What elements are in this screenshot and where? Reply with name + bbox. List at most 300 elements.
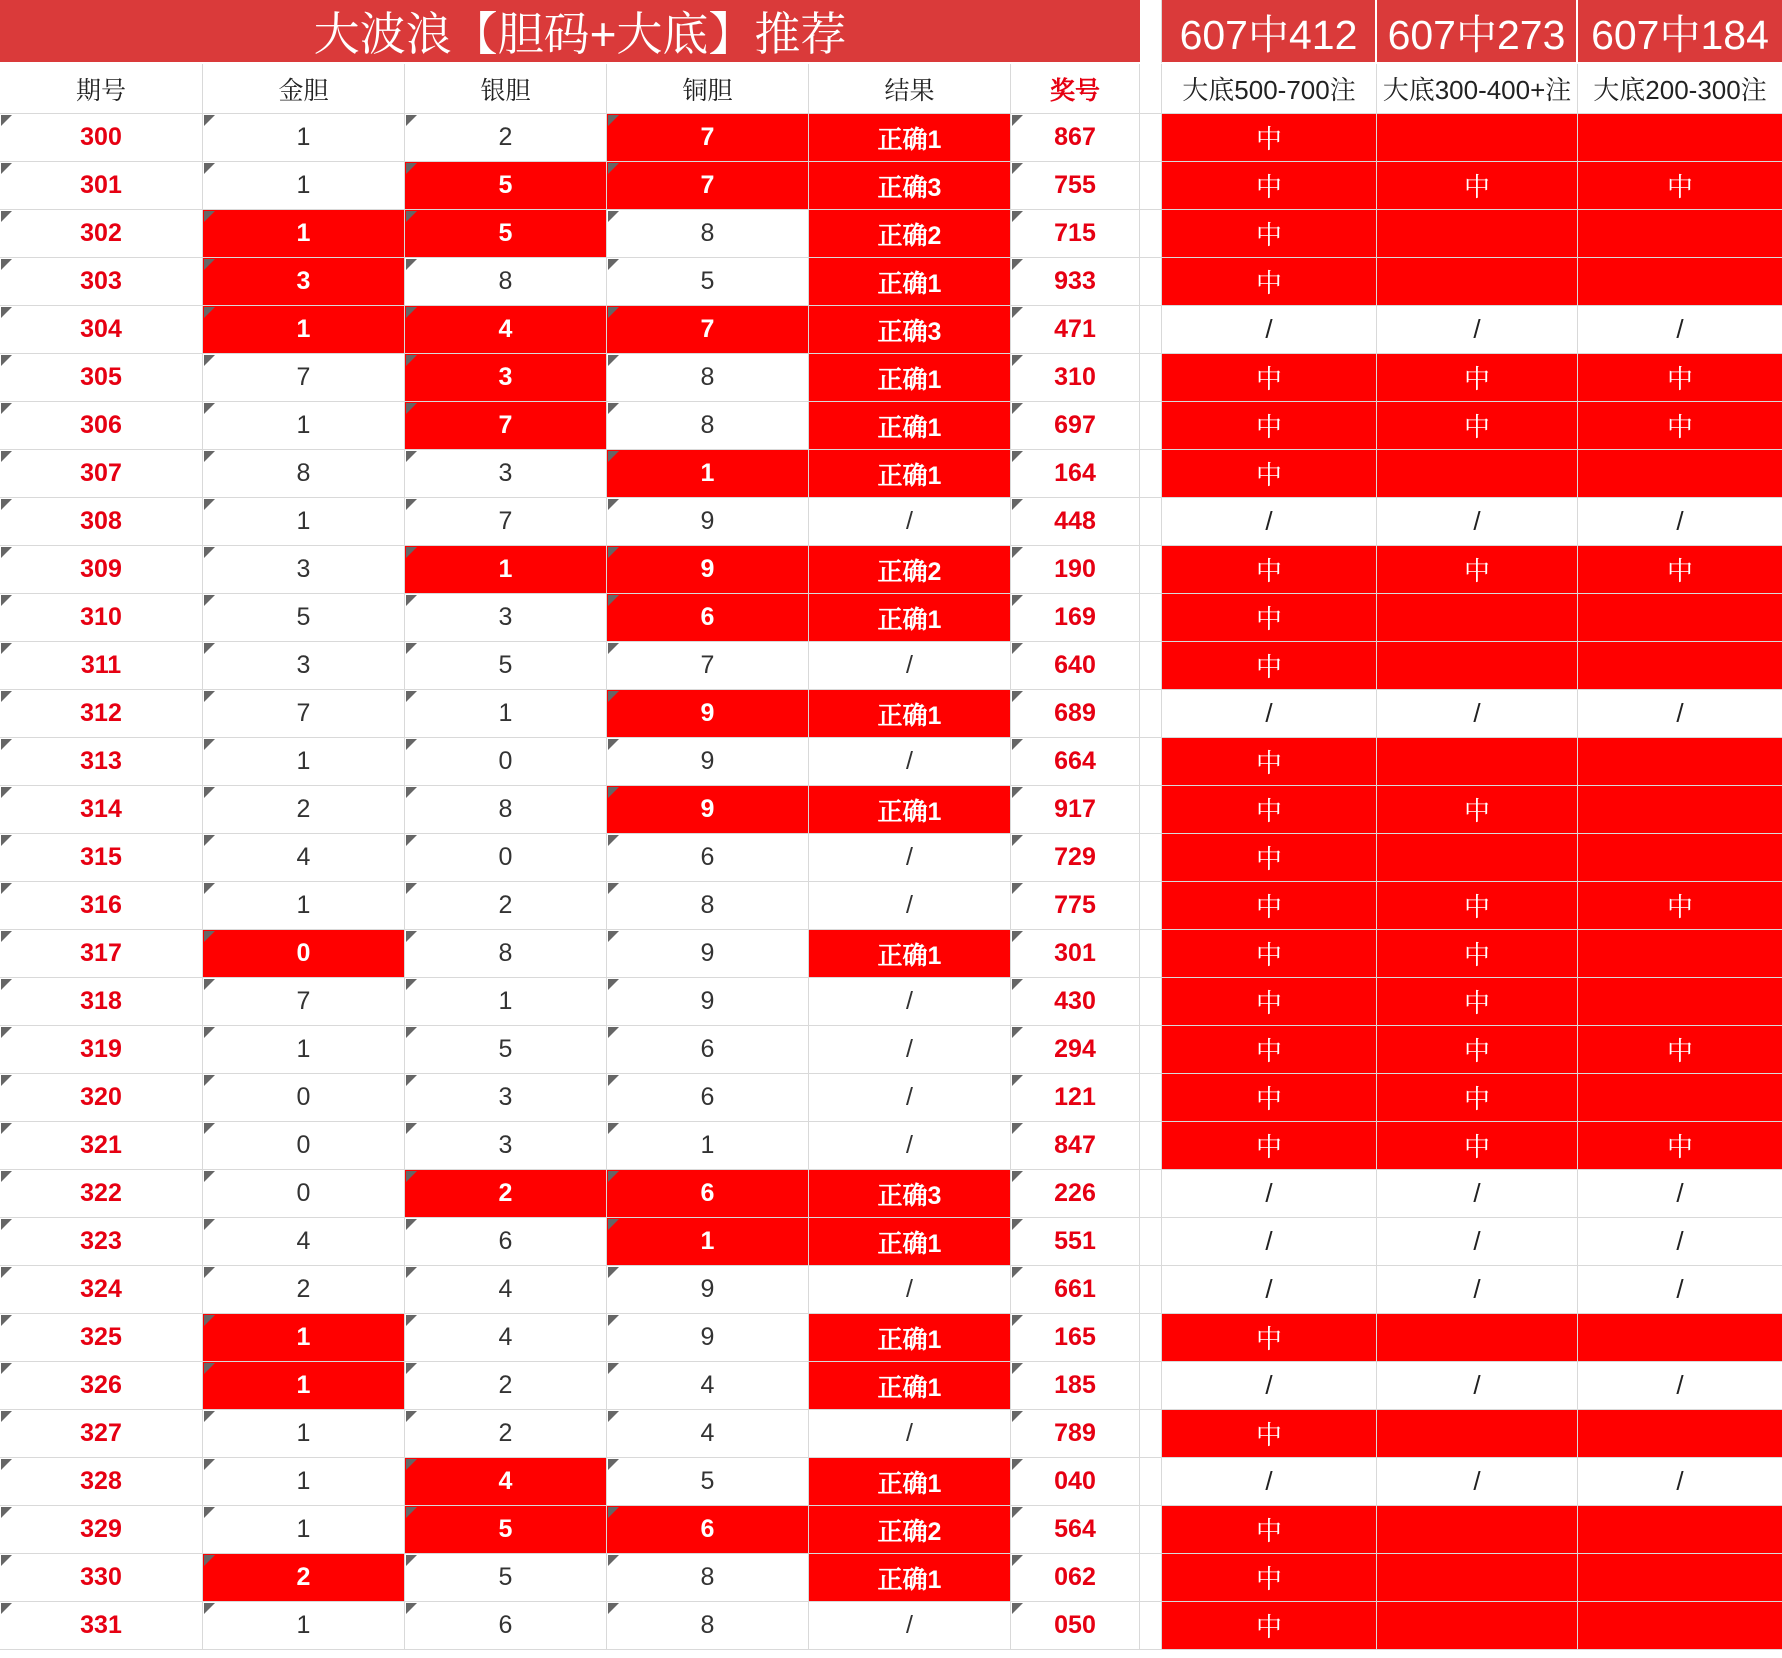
cell-result xyxy=(809,1170,1011,1218)
cell-text: 9 xyxy=(700,1275,715,1303)
cell-text: 9 xyxy=(700,1323,715,1351)
cell-text: 323 xyxy=(80,1227,122,1255)
cell-text: 中 xyxy=(1255,1132,1282,1162)
cell-text: 3 xyxy=(498,459,513,487)
cell-b3 xyxy=(1578,642,1782,690)
cell-text: 中 xyxy=(1463,940,1490,970)
cell-silver xyxy=(405,690,607,738)
cell-result xyxy=(809,786,1011,834)
cell-text: 303 xyxy=(80,267,122,295)
cell-period xyxy=(0,1170,203,1218)
cell-b1 xyxy=(1162,546,1377,594)
gap-cell xyxy=(1140,306,1162,354)
cell-bronze xyxy=(607,546,809,594)
comment-indicator-icon xyxy=(1,163,12,174)
cell-text: 1 xyxy=(296,1611,311,1639)
cell-text: 1 xyxy=(296,315,311,343)
comment-indicator-icon xyxy=(1012,979,1023,990)
cell-period xyxy=(0,594,203,642)
cell-b3 xyxy=(1578,546,1782,594)
cell-text: 中 xyxy=(1255,460,1282,490)
gap-cell xyxy=(1140,114,1162,162)
cell-prize xyxy=(1011,642,1140,690)
cell-text: 5 xyxy=(498,1035,513,1063)
cell-text: / xyxy=(1265,314,1273,344)
cell-text: 8 xyxy=(700,1563,715,1591)
cell-result xyxy=(809,690,1011,738)
cell-prize xyxy=(1011,1074,1140,1122)
cell-text: 2 xyxy=(296,795,311,823)
comment-indicator-icon xyxy=(1,1267,12,1278)
comment-indicator-icon xyxy=(204,1027,215,1038)
cell-text: 中 xyxy=(1463,172,1490,202)
cell-b1 xyxy=(1162,642,1377,690)
cell-silver xyxy=(405,1266,607,1314)
comment-indicator-icon xyxy=(608,931,619,942)
cell-b1 xyxy=(1162,1554,1377,1602)
cell-text: 9 xyxy=(700,987,715,1015)
cell-b3 xyxy=(1578,306,1782,354)
cell-prize xyxy=(1011,1458,1140,1506)
cell-b1 xyxy=(1162,834,1377,882)
comment-indicator-icon xyxy=(204,307,215,318)
cell-text: 8 xyxy=(700,219,715,247)
comment-indicator-icon xyxy=(204,259,215,270)
comment-indicator-icon xyxy=(1012,1123,1023,1134)
cell-text: 3 xyxy=(498,603,513,631)
comment-indicator-icon xyxy=(1012,1267,1023,1278)
cell-b1 xyxy=(1162,1218,1377,1266)
cell-period xyxy=(0,786,203,834)
cell-gold xyxy=(203,1314,405,1362)
cell-text: 0 xyxy=(296,1131,311,1159)
cell-text: 319 xyxy=(80,1035,122,1063)
cell-text: 755 xyxy=(1054,171,1096,199)
cell-text: 正确1 xyxy=(877,413,942,442)
cell-text: 6 xyxy=(700,1083,715,1111)
comment-indicator-icon xyxy=(1012,163,1023,174)
cell-period xyxy=(0,1026,203,1074)
comment-indicator-icon xyxy=(1,595,12,606)
cell-text: / xyxy=(906,1083,913,1111)
cell-text: 2 xyxy=(498,1179,513,1207)
cell-text: 1 xyxy=(296,219,311,247)
gap-cell xyxy=(1140,594,1162,642)
gap-cell xyxy=(1140,834,1162,882)
comment-indicator-icon xyxy=(1,691,12,702)
cell-text: 中 xyxy=(1463,1132,1490,1162)
cell-text: 1 xyxy=(296,507,311,535)
cell-bronze xyxy=(607,450,809,498)
comment-indicator-icon xyxy=(406,1555,417,1566)
cell-b1 xyxy=(1162,498,1377,546)
cell-silver xyxy=(405,786,607,834)
comment-indicator-icon xyxy=(1,211,12,222)
cell-text: 7 xyxy=(700,651,715,679)
cell-prize xyxy=(1011,594,1140,642)
header-gold: 金胆 xyxy=(203,64,405,114)
comment-indicator-icon xyxy=(406,739,417,750)
cell-b2 xyxy=(1377,1266,1578,1314)
cell-prize xyxy=(1011,1026,1140,1074)
cell-text: 中 xyxy=(1255,1516,1282,1546)
cell-b3 xyxy=(1578,1074,1782,1122)
comment-indicator-icon xyxy=(1012,115,1023,126)
cell-silver xyxy=(405,1602,607,1650)
cell-gold xyxy=(203,690,405,738)
comment-indicator-icon xyxy=(406,1315,417,1326)
cell-period xyxy=(0,546,203,594)
cell-prize xyxy=(1011,1410,1140,1458)
cell-text: 3 xyxy=(498,363,513,391)
gap-cell xyxy=(1140,1122,1162,1170)
comment-indicator-icon xyxy=(1012,499,1023,510)
cell-text: 294 xyxy=(1054,1035,1096,1063)
cell-text: 中 xyxy=(1255,220,1282,250)
comment-indicator-icon xyxy=(1012,739,1023,750)
cell-b1 xyxy=(1162,354,1377,402)
cell-text: 中 xyxy=(1255,1612,1282,1642)
cell-text: 正确1 xyxy=(877,1469,942,1498)
cell-text: / xyxy=(906,507,913,535)
cell-bronze xyxy=(607,1458,809,1506)
comment-indicator-icon xyxy=(406,1123,417,1134)
cell-text: 中 xyxy=(1255,1324,1282,1354)
comment-indicator-icon xyxy=(204,643,215,654)
cell-text: 中 xyxy=(1666,172,1693,202)
cell-text: 正确1 xyxy=(877,1373,942,1402)
cell-period xyxy=(0,306,203,354)
cell-period xyxy=(0,210,203,258)
cell-prize xyxy=(1011,978,1140,1026)
cell-text: 3 xyxy=(296,267,311,295)
comment-indicator-icon xyxy=(406,643,417,654)
title-gap-cell xyxy=(1140,0,1162,64)
cell-text: 312 xyxy=(80,699,122,727)
cell-text: / xyxy=(1473,1226,1481,1256)
cell-text: 5 xyxy=(296,603,311,631)
comment-indicator-icon xyxy=(204,1411,215,1422)
cell-silver xyxy=(405,594,607,642)
comment-indicator-icon xyxy=(204,211,215,222)
cell-result xyxy=(809,546,1011,594)
cell-prize xyxy=(1011,210,1140,258)
gap-cell xyxy=(1140,258,1162,306)
cell-text: 1 xyxy=(296,1419,311,1447)
cell-text: 中 xyxy=(1666,1132,1693,1162)
cell-result xyxy=(809,882,1011,930)
cell-gold xyxy=(203,930,405,978)
cell-text: 2 xyxy=(498,1371,513,1399)
cell-result xyxy=(809,162,1011,210)
cell-prize xyxy=(1011,354,1140,402)
cell-text: 中 xyxy=(1255,1564,1282,1594)
comment-indicator-icon xyxy=(204,1171,215,1182)
cell-result xyxy=(809,1410,1011,1458)
cell-period xyxy=(0,1458,203,1506)
gap-cell xyxy=(1140,1170,1162,1218)
cell-text: 中 xyxy=(1255,844,1282,874)
cell-text: 正确3 xyxy=(877,173,942,202)
cell-text: 中 xyxy=(1463,796,1490,826)
cell-b2 xyxy=(1377,1602,1578,1650)
comment-indicator-icon xyxy=(1012,259,1023,270)
cell-b3 xyxy=(1578,738,1782,786)
cell-period xyxy=(0,258,203,306)
cell-b3 xyxy=(1578,786,1782,834)
comment-indicator-icon xyxy=(608,787,619,798)
cell-result xyxy=(809,402,1011,450)
cell-b1 xyxy=(1162,1122,1377,1170)
cell-period xyxy=(0,402,203,450)
cell-prize xyxy=(1011,882,1140,930)
cell-text: / xyxy=(906,747,913,775)
comment-indicator-icon xyxy=(406,1459,417,1470)
comment-indicator-icon xyxy=(406,691,417,702)
cell-prize xyxy=(1011,1602,1140,1650)
cell-b3 xyxy=(1578,1266,1782,1314)
cell-prize xyxy=(1011,738,1140,786)
cell-text: / xyxy=(1265,506,1273,536)
cell-text: 中 xyxy=(1255,364,1282,394)
cell-text: 7 xyxy=(700,315,715,343)
cell-result xyxy=(809,594,1011,642)
cell-text: 7 xyxy=(498,507,513,535)
comment-indicator-icon xyxy=(1012,835,1023,846)
cell-text: 中 xyxy=(1255,988,1282,1018)
cell-text: 4 xyxy=(498,315,513,343)
cell-bronze xyxy=(607,1554,809,1602)
comment-indicator-icon xyxy=(204,1363,215,1374)
cell-bronze xyxy=(607,690,809,738)
cell-text: 867 xyxy=(1054,123,1096,151)
comment-indicator-icon xyxy=(1,1555,12,1566)
cell-period xyxy=(0,1266,203,1314)
comment-indicator-icon xyxy=(608,1507,619,1518)
cell-b1 xyxy=(1162,1602,1377,1650)
comment-indicator-icon xyxy=(1,979,12,990)
cell-gold xyxy=(203,402,405,450)
cell-text: 1 xyxy=(498,555,513,583)
cell-b2 xyxy=(1377,786,1578,834)
cell-gold xyxy=(203,642,405,690)
cell-text: 328 xyxy=(80,1467,122,1495)
cell-result xyxy=(809,450,1011,498)
summary-header-3: 607中184 xyxy=(1578,0,1782,64)
gap-cell xyxy=(1140,786,1162,834)
cell-text: 5 xyxy=(498,219,513,247)
cell-bronze xyxy=(607,1602,809,1650)
cell-result xyxy=(809,1218,1011,1266)
cell-text: 5 xyxy=(700,1467,715,1495)
comment-indicator-icon xyxy=(608,835,619,846)
cell-text: 697 xyxy=(1054,411,1096,439)
comment-indicator-icon xyxy=(1012,307,1023,318)
cell-b2 xyxy=(1377,1410,1578,1458)
cell-silver xyxy=(405,354,607,402)
header-base-200-300: 大底200-300注 xyxy=(1578,64,1782,114)
cell-text: 中 xyxy=(1255,1420,1282,1450)
cell-text: 正确1 xyxy=(877,797,942,826)
comment-indicator-icon xyxy=(608,547,619,558)
comment-indicator-icon xyxy=(608,355,619,366)
cell-gold xyxy=(203,450,405,498)
comment-indicator-icon xyxy=(1,355,12,366)
cell-text: 中 xyxy=(1463,412,1490,442)
cell-period xyxy=(0,978,203,1026)
cell-result xyxy=(809,1362,1011,1410)
cell-text: 中 xyxy=(1463,988,1490,1018)
comment-indicator-icon xyxy=(1,835,12,846)
cell-result xyxy=(809,1554,1011,1602)
cell-text: / xyxy=(1265,698,1273,728)
cell-b1 xyxy=(1162,594,1377,642)
cell-b3 xyxy=(1578,258,1782,306)
comment-indicator-icon xyxy=(204,1555,215,1566)
cell-period xyxy=(0,690,203,738)
cell-gold xyxy=(203,1122,405,1170)
cell-result xyxy=(809,738,1011,786)
cell-text: 4 xyxy=(498,1467,513,1495)
cell-text: 040 xyxy=(1054,1467,1096,1495)
cell-gold xyxy=(203,1506,405,1554)
cell-b2 xyxy=(1377,498,1578,546)
comment-indicator-icon xyxy=(608,1315,619,1326)
cell-period xyxy=(0,1554,203,1602)
cell-b1 xyxy=(1162,690,1377,738)
cell-b1 xyxy=(1162,1314,1377,1362)
cell-text: 5 xyxy=(498,1515,513,1543)
comment-indicator-icon xyxy=(1,115,12,126)
comment-indicator-icon xyxy=(406,931,417,942)
cell-b3 xyxy=(1578,402,1782,450)
cell-text: 4 xyxy=(498,1323,513,1351)
cell-bronze xyxy=(607,1026,809,1074)
cell-text: 0 xyxy=(498,843,513,871)
cell-text: 中 xyxy=(1666,892,1693,922)
cell-text: 6 xyxy=(700,1515,715,1543)
cell-bronze xyxy=(607,1074,809,1122)
comment-indicator-icon xyxy=(406,1363,417,1374)
cell-text: 8 xyxy=(700,411,715,439)
comment-indicator-icon xyxy=(1012,1075,1023,1086)
cell-b1 xyxy=(1162,1506,1377,1554)
gap-cell xyxy=(1140,1074,1162,1122)
comment-indicator-icon xyxy=(1012,883,1023,894)
comment-indicator-icon xyxy=(608,1075,619,1086)
cell-text: 1 xyxy=(296,1323,311,1351)
cell-result xyxy=(809,1458,1011,1506)
cell-b2 xyxy=(1377,258,1578,306)
cell-text: 9 xyxy=(700,507,715,535)
cell-text: 1 xyxy=(296,1467,311,1495)
comment-indicator-icon xyxy=(204,787,215,798)
cell-b2 xyxy=(1377,1362,1578,1410)
cell-b1 xyxy=(1162,1074,1377,1122)
comment-indicator-icon xyxy=(204,1075,215,1086)
cell-b2 xyxy=(1377,834,1578,882)
cell-text: 3 xyxy=(296,555,311,583)
cell-result xyxy=(809,1026,1011,1074)
cell-text: 305 xyxy=(80,363,122,391)
comment-indicator-icon xyxy=(1,547,12,558)
cell-b3 xyxy=(1578,1218,1782,1266)
comment-indicator-icon xyxy=(204,1267,215,1278)
header-bronze: 铜胆 xyxy=(607,64,809,114)
cell-silver xyxy=(405,546,607,594)
cell-text: 9 xyxy=(700,939,715,967)
gap-cell xyxy=(1140,882,1162,930)
comment-indicator-icon xyxy=(1,1027,12,1038)
cell-prize xyxy=(1011,930,1140,978)
cell-text: / xyxy=(1676,1370,1684,1400)
cell-text: 164 xyxy=(1054,459,1096,487)
cell-text: 329 xyxy=(80,1515,122,1543)
cell-text: 471 xyxy=(1054,315,1096,343)
comment-indicator-icon xyxy=(608,115,619,126)
cell-text: 640 xyxy=(1054,651,1096,679)
cell-text: / xyxy=(1473,698,1481,728)
cell-text: 正确1 xyxy=(877,941,942,970)
comment-indicator-icon xyxy=(204,739,215,750)
cell-text: 318 xyxy=(80,987,122,1015)
cell-text: 322 xyxy=(80,1179,122,1207)
cell-b2 xyxy=(1377,690,1578,738)
comment-indicator-icon xyxy=(1012,691,1023,702)
comment-indicator-icon xyxy=(608,1363,619,1374)
comment-indicator-icon xyxy=(204,115,215,126)
cell-b2 xyxy=(1377,546,1578,594)
cell-b3 xyxy=(1578,210,1782,258)
cell-text: 1 xyxy=(296,171,311,199)
cell-text: 775 xyxy=(1054,891,1096,919)
cell-text: 6 xyxy=(700,843,715,871)
comment-indicator-icon xyxy=(1,403,12,414)
gap-cell xyxy=(1140,690,1162,738)
cell-bronze xyxy=(607,1122,809,1170)
cell-b3 xyxy=(1578,978,1782,1026)
cell-b1 xyxy=(1162,114,1377,162)
cell-text: 8 xyxy=(700,363,715,391)
comment-indicator-icon xyxy=(608,1027,619,1038)
cell-text: 789 xyxy=(1054,1419,1096,1447)
gap-cell xyxy=(1140,450,1162,498)
cell-text: 0 xyxy=(296,1179,311,1207)
comment-indicator-icon xyxy=(1,1603,12,1614)
cell-text: / xyxy=(1265,1370,1273,1400)
gap-cell xyxy=(1140,1506,1162,1554)
cell-result xyxy=(809,1074,1011,1122)
cell-text: 中 xyxy=(1463,364,1490,394)
comment-indicator-icon xyxy=(406,355,417,366)
comment-indicator-icon xyxy=(204,1219,215,1230)
cell-text: 321 xyxy=(80,1131,122,1159)
comment-indicator-icon xyxy=(1012,1219,1023,1230)
gap-cell xyxy=(1140,546,1162,594)
comment-indicator-icon xyxy=(204,451,215,462)
cell-text: / xyxy=(906,891,913,919)
cell-prize xyxy=(1011,306,1140,354)
cell-prize xyxy=(1011,1218,1140,1266)
cell-b3 xyxy=(1578,690,1782,738)
cell-text: / xyxy=(906,1419,913,1447)
cell-b1 xyxy=(1162,738,1377,786)
cell-text: 165 xyxy=(1054,1323,1096,1351)
cell-period xyxy=(0,162,203,210)
comment-indicator-icon xyxy=(1012,1171,1023,1182)
cell-text: 中 xyxy=(1255,124,1282,154)
cell-silver xyxy=(405,1410,607,1458)
